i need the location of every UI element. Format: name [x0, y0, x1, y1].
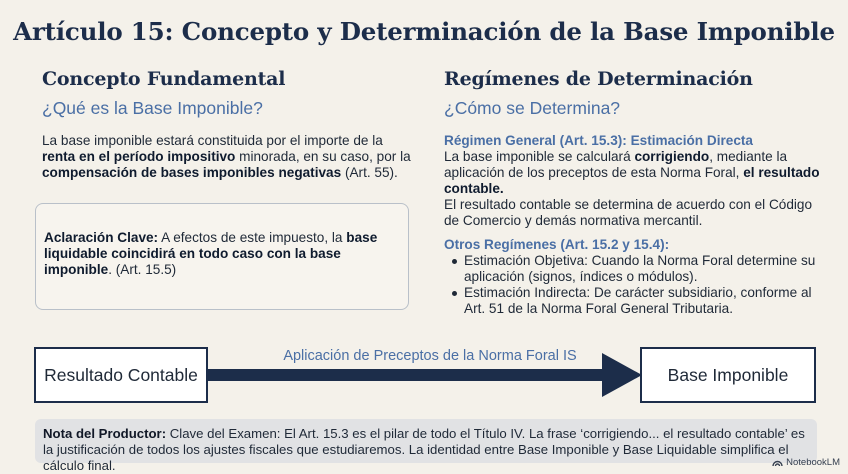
general-text-2: , mediante la aplicación de los preceptos de esta Norma Foral,	[444, 149, 788, 180]
concept-heading: Concepto Fundamental	[42, 68, 286, 90]
tax-base-box	[640, 347, 816, 403]
regimes-heading: Regímenes de Determinación	[444, 68, 753, 90]
list-item: Estimación Objetiva: Cuando la Norma Foral determine su aplicación (signos, índices o módulos).	[464, 253, 824, 285]
note-label: Nota del Productor:	[43, 426, 167, 441]
key-clarification-box	[35, 203, 409, 310]
concept-question: ¿Qué es la Base Imponible?	[42, 98, 263, 118]
notebooklm-logo-icon	[772, 458, 783, 467]
other-regimes-heading: Otros Regímenes (Art. 15.2 y 15.4):	[444, 237, 670, 252]
general-bold-2: el resultado contable.	[444, 165, 820, 196]
general-regime-paragraph-2: El resultado contable se determina de acuerdo con el Código de Comercio y demás normativa mercantil.	[444, 197, 813, 228]
concept-bold-1: renta en el período impositivo	[42, 149, 236, 164]
note-text: Clave del Examen: El Art. 15.3 es el pilar de todo el Título IV. La frase ‘corrigiendo... el resultado contable’ es la justificación de todos los ajustes fiscales que estudiaremos. La identidad entre Base Imponible y Base Liquidable simplifica el cálculo final.	[43, 426, 805, 473]
brand-mark	[772, 457, 840, 468]
accounting-result-box	[34, 347, 208, 403]
regimes-section	[444, 68, 824, 317]
other-regimes-list	[444, 253, 824, 317]
callout-text-2: . (Art. 15.5)	[108, 262, 177, 277]
callout-text-1: A efectos de este impuesto, la	[158, 230, 347, 245]
brand-label: NotebookLM	[786, 457, 840, 468]
list-item: Estimación Indirecta: De carácter subsidiario, conforme al Art. 51 de la Norma Foral General Tributaria.	[464, 285, 824, 317]
concept-section	[42, 68, 422, 181]
regimes-question: ¿Cómo se Determina?	[444, 98, 621, 118]
concept-paragraph	[42, 133, 414, 181]
tax-base-label: Base Imponible	[667, 364, 789, 385]
concept-text-1: La base imponible estará constituida por el importe de la	[42, 133, 383, 148]
accounting-result-label: Resultado Contable	[44, 364, 198, 385]
concept-text-2: minorada, en su caso, por la	[235, 149, 411, 164]
callout-text	[44, 230, 400, 278]
general-bold-1: corrigiendo	[634, 149, 710, 164]
callout-label: Aclaración Clave:	[44, 230, 159, 245]
concept-bold-2: compensación de bases imponibles negativas	[42, 165, 342, 180]
general-regime-heading: Régimen General (Art. 15.3): Estimación Directa	[444, 133, 753, 148]
general-text-1: La base imponible se calculará	[444, 149, 635, 164]
page-title: Artículo 15: Concepto y Determinación de la Base Imponible	[13, 17, 835, 46]
concept-text-3: (Art. 55).	[341, 165, 398, 180]
flow-label: Aplicación de Preceptos de la Norma Foral IS	[283, 348, 577, 364]
callout-bold: base liquidable coincidirá en todo caso con la base imponible	[44, 230, 378, 277]
general-regime-paragraph	[444, 149, 824, 197]
